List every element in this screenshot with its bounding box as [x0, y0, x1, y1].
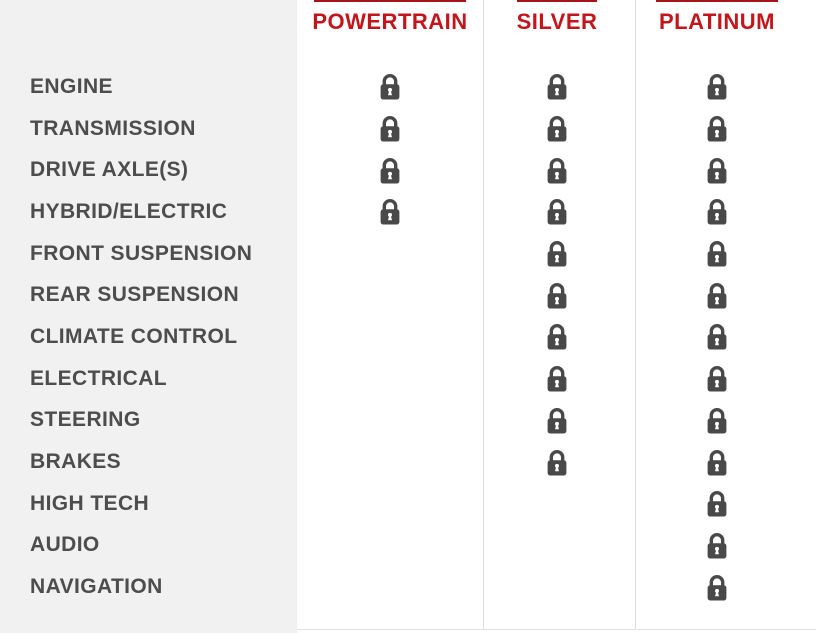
category-label: AUDIO	[30, 533, 100, 557]
coverage-cell-locked	[637, 274, 797, 316]
plan-cells-platinum	[637, 66, 797, 608]
coverage-cell-locked	[297, 108, 483, 150]
lock-icon	[706, 449, 728, 476]
coverage-cell-locked	[637, 566, 797, 608]
category-row	[0, 149, 297, 191]
plan-title-platinum: PLATINUM	[658, 9, 776, 34]
category-label: BRAKES	[30, 450, 122, 474]
category-row	[0, 400, 297, 442]
lock-icon	[546, 240, 568, 267]
category-label: TRANSMISSION	[30, 116, 196, 140]
coverage-cell-locked	[484, 149, 630, 191]
coverage-cell-empty	[297, 274, 483, 316]
plan-cells-silver	[484, 66, 630, 608]
lock-icon	[379, 73, 401, 100]
category-row	[0, 566, 297, 608]
lock-icon	[546, 157, 568, 184]
lock-icon	[546, 323, 568, 350]
plan-header-platinum	[637, 0, 797, 66]
cropped-text-artifact	[314, 0, 466, 2]
lock-icon	[706, 240, 728, 267]
category-label: ELECTRICAL	[30, 366, 167, 390]
coverage-cell-locked	[637, 316, 797, 358]
cropped-text-artifact	[656, 0, 778, 2]
lock-icon	[706, 407, 728, 434]
plan-column-platinum	[637, 0, 816, 630]
coverage-cell-empty	[297, 525, 483, 567]
coverage-cell-locked	[637, 358, 797, 400]
category-row	[0, 233, 297, 275]
coverage-cell-empty	[297, 441, 483, 483]
lock-icon	[379, 198, 401, 225]
plan-column-powertrain	[297, 0, 484, 630]
coverage-cell-locked	[637, 525, 797, 567]
coverage-cell-locked	[484, 108, 630, 150]
coverage-cell-locked	[637, 233, 797, 275]
coverage-cell-locked	[484, 441, 630, 483]
category-label: HYBRID/ELECTRIC	[30, 199, 228, 223]
coverage-cell-empty	[297, 316, 483, 358]
coverage-cell-locked	[297, 191, 483, 233]
category-label: STEERING	[30, 408, 141, 432]
category-label: NAVIGATION	[30, 575, 163, 599]
category-label: FRONT SUSPENSION	[30, 241, 253, 265]
lock-icon	[706, 282, 728, 309]
coverage-cell-empty	[297, 233, 483, 275]
lock-icon	[706, 157, 728, 184]
plan-column-silver	[484, 0, 636, 630]
coverage-cell-locked	[484, 66, 630, 108]
coverage-cell-empty	[484, 566, 630, 608]
coverage-cell-empty	[297, 483, 483, 525]
lock-icon	[546, 73, 568, 100]
category-label: ENGINE	[30, 74, 113, 98]
coverage-cell-locked	[637, 191, 797, 233]
category-row	[0, 191, 297, 233]
coverage-cell-locked	[484, 316, 630, 358]
coverage-cell-empty	[297, 358, 483, 400]
plan-header-powertrain	[297, 0, 483, 66]
lock-icon	[379, 115, 401, 142]
lock-icon	[706, 365, 728, 392]
coverage-cell-locked	[484, 358, 630, 400]
coverage-cell-locked	[637, 149, 797, 191]
category-row	[0, 358, 297, 400]
category-row	[0, 66, 297, 108]
plan-title-powertrain: POWERTRAIN	[312, 9, 468, 34]
lock-icon	[546, 282, 568, 309]
coverage-cell-locked	[637, 483, 797, 525]
category-row	[0, 525, 297, 567]
cropped-text-artifact	[517, 0, 597, 2]
category-row	[0, 316, 297, 358]
category-label: REAR SUSPENSION	[30, 283, 240, 307]
lock-icon	[706, 115, 728, 142]
lock-icon	[706, 198, 728, 225]
lock-icon	[546, 407, 568, 434]
lock-icon	[546, 115, 568, 142]
category-list	[0, 66, 297, 608]
coverage-cell-empty	[297, 400, 483, 442]
lock-icon	[379, 157, 401, 184]
coverage-cell-locked	[484, 274, 630, 316]
category-column-header-spacer	[0, 0, 297, 66]
lock-icon	[546, 365, 568, 392]
category-label: CLIMATE CONTROL	[30, 324, 238, 348]
lock-icon	[706, 490, 728, 517]
coverage-cell-locked	[297, 149, 483, 191]
category-row	[0, 441, 297, 483]
category-column	[0, 0, 297, 633]
lock-icon	[546, 198, 568, 225]
coverage-cell-empty	[484, 525, 630, 567]
coverage-cell-locked	[297, 66, 483, 108]
coverage-cell-locked	[637, 400, 797, 442]
lock-icon	[706, 574, 728, 601]
coverage-cell-empty	[484, 483, 630, 525]
plan-cells-powertrain	[297, 66, 483, 608]
category-label: DRIVE AXLE(S)	[30, 158, 189, 182]
lock-icon	[706, 323, 728, 350]
coverage-cell-locked	[484, 400, 630, 442]
plan-header-silver	[484, 0, 630, 66]
plan-title-silver: SILVER	[516, 9, 598, 34]
lock-icon	[706, 73, 728, 100]
coverage-cell-locked	[637, 108, 797, 150]
coverage-cell-locked	[637, 441, 797, 483]
category-row	[0, 483, 297, 525]
category-label: HIGH TECH	[30, 491, 150, 515]
lock-icon	[706, 532, 728, 559]
coverage-cell-empty	[297, 566, 483, 608]
category-row	[0, 108, 297, 150]
coverage-cell-locked	[484, 233, 630, 275]
lock-icon	[546, 449, 568, 476]
category-row	[0, 274, 297, 316]
coverage-cell-locked	[484, 191, 630, 233]
coverage-cell-locked	[637, 66, 797, 108]
